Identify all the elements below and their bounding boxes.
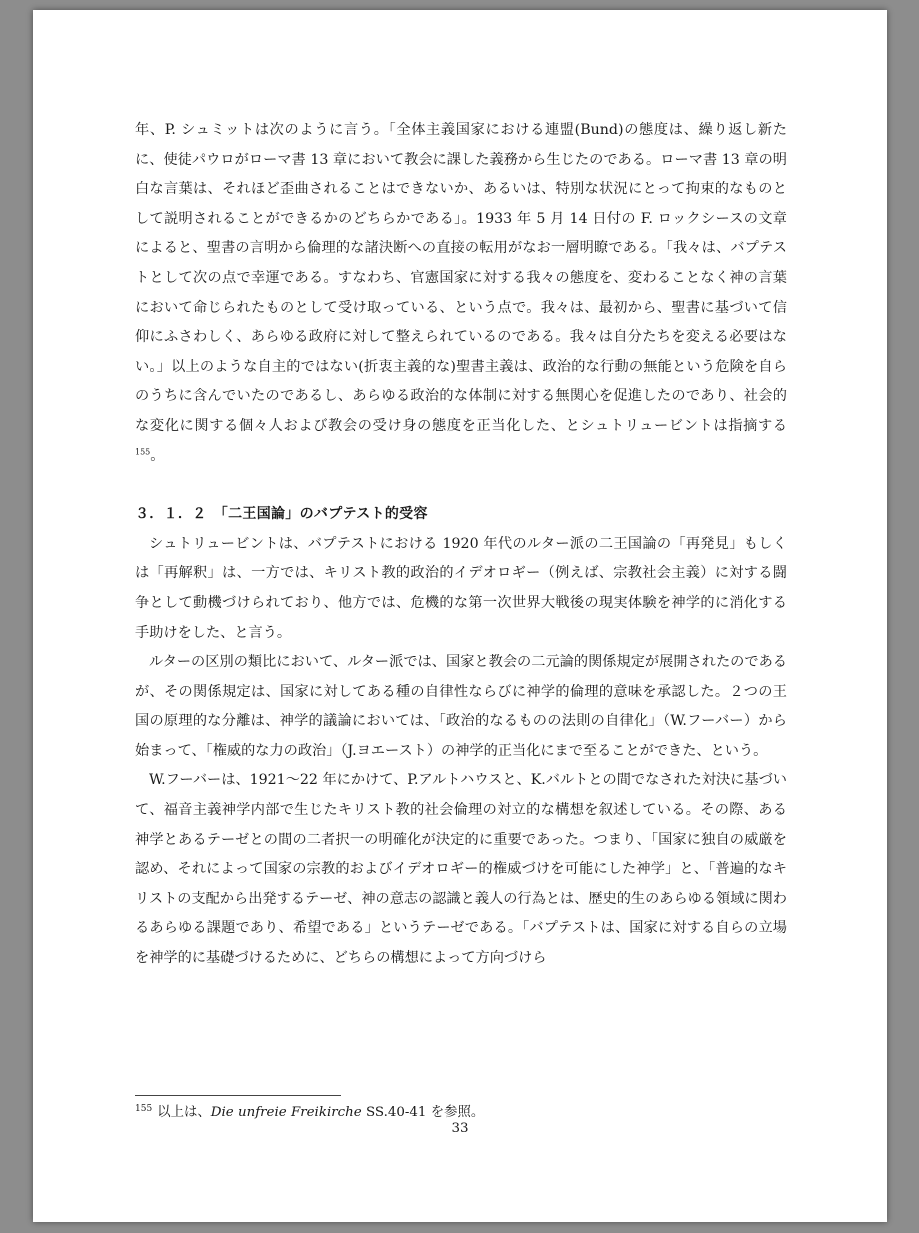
footnote-prefix: 以上は、 — [157, 1105, 211, 1120]
document-page — [33, 10, 887, 1222]
main-text — [135, 116, 787, 974]
paragraph-3: ルターの区別の類比において、ルター派では、国家と教会の二元論的関係規定が展開されたのであるが、その関係規定は、国家に対してある種の自律性ならびに神学的倫理的意味を承認した。２つの王国の原理的な分離は、神学的議論においては、「政治的なるものの法則の自律化」（W.フーバー）から始まって、「権威的な力の政治」（J.ヨエースト）の神学的正当化にまで至ることができた、という。 — [135, 654, 787, 759]
footnote-divider — [135, 1095, 341, 1096]
paragraph-1-text: 年、P. シュミットは次のように言う。「全体主義国家における連盟(Bund)の態度は、繰り返し新たに、使徒パウロがローマ書 13 章において教会に課した義務から生じたのである。ローマ書 13 章の明白な言葉は、それほど歪曲されることはできないか、あるいは、特別な状況にとって拘束的なものとして説明されることができるかのどちらかである」。1933 年 5 月 14 日付の F. ロックシースの文章によると、聖書の言明から倫理的な諸決断への直接の転用がなお一層明瞭である。「我々は、バプテストとして次の点で幸運である。すなわち、官憲国家に対する我々の態度を、変わることなく神の言葉において命じられたものとして受け取っている、という点で。我々は、最初から、聖書に基づいて信仰にふさわしく、あらゆる政府に対して整えられているのである。我々は自分たちを変える必要はない。」以上のような自主的ではない(折衷主義的な)聖書主義は、政治的な行動の無能という危険を自らのうちに含んでいたのであるし、あらゆる政治的な体制に対する無関心を促進したのであり、社会的な変化に関する個々人および教会の受け身の態度を正当化した、とシュトリュービントは指摘する — [135, 122, 787, 434]
paragraph-1-end: 。 — [150, 447, 165, 464]
footnote — [135, 1104, 787, 1122]
footnote-reference[interactable]: 155 — [135, 446, 151, 456]
paragraph-1 — [135, 116, 787, 471]
footnote-number: 155 — [135, 1103, 153, 1114]
page-number: 33 — [451, 1121, 469, 1136]
section-heading: ３．１．２ 「二王国論」のバプテスト的受容 — [135, 506, 428, 523]
footnote-book-title: Die unfreie Freikirche — [210, 1105, 362, 1120]
paragraph-2: シュトリュービントは、バプテストにおける 1920 年代のルター派の二王国論の「再発見」もしくは「再解釈」は、一方では、キリスト教的政治的イデオロギー（例えば、宗教社会主義）に対する闘争として動機づけられており、他方では、危機的な第一次世界大戦後の現実体験を神学的に消化する手助けをした、と言う。 — [135, 535, 787, 641]
footnote-suffix: SS.40-41 を参照。 — [361, 1105, 485, 1120]
paragraph-4: W.フーバーは、1921〜22 年にかけて、P.アルトハウスと、K.バルトとの間でなされた対決に基づいて、福音主義神学内部で生じたキリスト教的社会倫理の対立的な構想を叙述している。その際、ある神学とあるテーゼとの間の二者択一の明確化が決定的に重要であった。つまり、「国家に独自の威厳を認め、それによって国家の宗教的およびイデオロギー的権威づけを可能にした神学」と、「普遍的なキリストの支配から出発するテーゼ、神の意志の認識と義人の行為とは、歴史的生のあらゆる領域に関わるあらゆる課題であり、希望である」というテーゼである。「バプテストは、国家に対する自らの立場を神学的に基礎づけるために、どちらの構想によって方向づけら — [135, 772, 787, 967]
